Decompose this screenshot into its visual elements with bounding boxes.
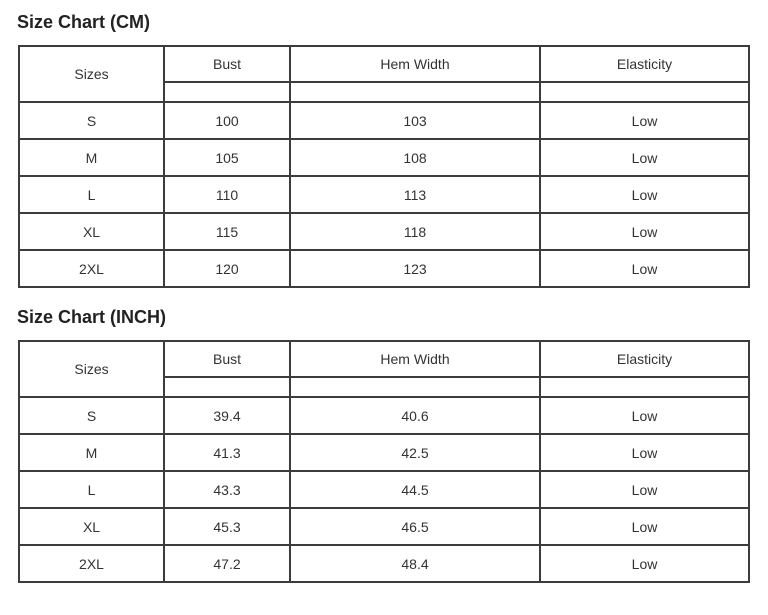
cell-elasticity: Low xyxy=(540,471,749,508)
subheader-elasticity-empty xyxy=(540,82,749,102)
cell-hem-width: 42.5 xyxy=(290,434,540,471)
cell-elasticity: Low xyxy=(540,545,749,582)
cell-bust: 39.4 xyxy=(164,397,290,434)
cell-hem-width: 108 xyxy=(290,139,540,176)
subheader-bust-empty xyxy=(164,82,290,102)
cell-size: M xyxy=(19,139,164,176)
size-chart-cm-title: Size Chart (CM) xyxy=(17,12,151,32)
cell-elasticity: Low xyxy=(540,508,749,545)
cell-size: XL xyxy=(19,213,164,250)
table-row xyxy=(19,545,749,582)
cell-size: 2XL xyxy=(19,250,164,287)
header-hem-width: Hem Width xyxy=(290,46,540,82)
header-bust: Bust xyxy=(164,46,290,82)
cell-hem-width: 118 xyxy=(290,213,540,250)
cell-bust: 47.2 xyxy=(164,545,290,582)
cell-size: L xyxy=(19,471,164,508)
cell-bust: 120 xyxy=(164,250,290,287)
table-row xyxy=(19,508,749,545)
cell-elasticity: Low xyxy=(540,139,749,176)
subheader-bust-empty xyxy=(164,377,290,397)
table-row xyxy=(19,397,749,434)
cell-bust: 45.3 xyxy=(164,508,290,545)
cell-size: M xyxy=(19,434,164,471)
cell-elasticity: Low xyxy=(540,250,749,287)
cell-elasticity: Low xyxy=(540,213,749,250)
cell-hem-width: 103 xyxy=(290,102,540,139)
cell-size: XL xyxy=(19,508,164,545)
cell-bust: 110 xyxy=(164,176,290,213)
table-row xyxy=(19,434,749,471)
cell-size: 2XL xyxy=(19,545,164,582)
header-hem-width: Hem Width xyxy=(290,341,540,377)
cell-hem-width: 113 xyxy=(290,176,540,213)
cell-size: S xyxy=(19,397,164,434)
cell-bust: 105 xyxy=(164,139,290,176)
header-elasticity: Elasticity xyxy=(540,46,749,82)
cell-bust: 115 xyxy=(164,213,290,250)
table-row xyxy=(19,250,749,287)
size-chart-inch-table xyxy=(18,340,750,583)
cell-elasticity: Low xyxy=(540,397,749,434)
header-elasticity: Elasticity xyxy=(540,341,749,377)
subheader-hem-width-empty xyxy=(290,82,540,102)
cell-bust: 41.3 xyxy=(164,434,290,471)
size-chart-inch-title: Size Chart (INCH) xyxy=(17,307,167,327)
header-bust: Bust xyxy=(164,341,290,377)
cell-hem-width: 40.6 xyxy=(290,397,540,434)
cell-hem-width: 123 xyxy=(290,250,540,287)
cell-bust: 100 xyxy=(164,102,290,139)
cell-elasticity: Low xyxy=(540,176,749,213)
size-chart-cm-table xyxy=(18,45,750,288)
table-row xyxy=(19,176,749,213)
header-sizes: Sizes xyxy=(19,341,164,397)
subheader-hem-width-empty xyxy=(290,377,540,397)
table-row xyxy=(19,139,749,176)
header-sizes: Sizes xyxy=(19,46,164,102)
cell-elasticity: Low xyxy=(540,434,749,471)
table-header-row xyxy=(19,46,749,82)
cell-size: L xyxy=(19,176,164,213)
cell-size: S xyxy=(19,102,164,139)
cell-hem-width: 44.5 xyxy=(290,471,540,508)
subheader-elasticity-empty xyxy=(540,377,749,397)
table-row xyxy=(19,471,749,508)
table-row xyxy=(19,102,749,139)
cell-hem-width: 48.4 xyxy=(290,545,540,582)
cell-bust: 43.3 xyxy=(164,471,290,508)
table-header-row xyxy=(19,341,749,377)
cell-hem-width: 46.5 xyxy=(290,508,540,545)
cell-elasticity: Low xyxy=(540,102,749,139)
table-row xyxy=(19,213,749,250)
